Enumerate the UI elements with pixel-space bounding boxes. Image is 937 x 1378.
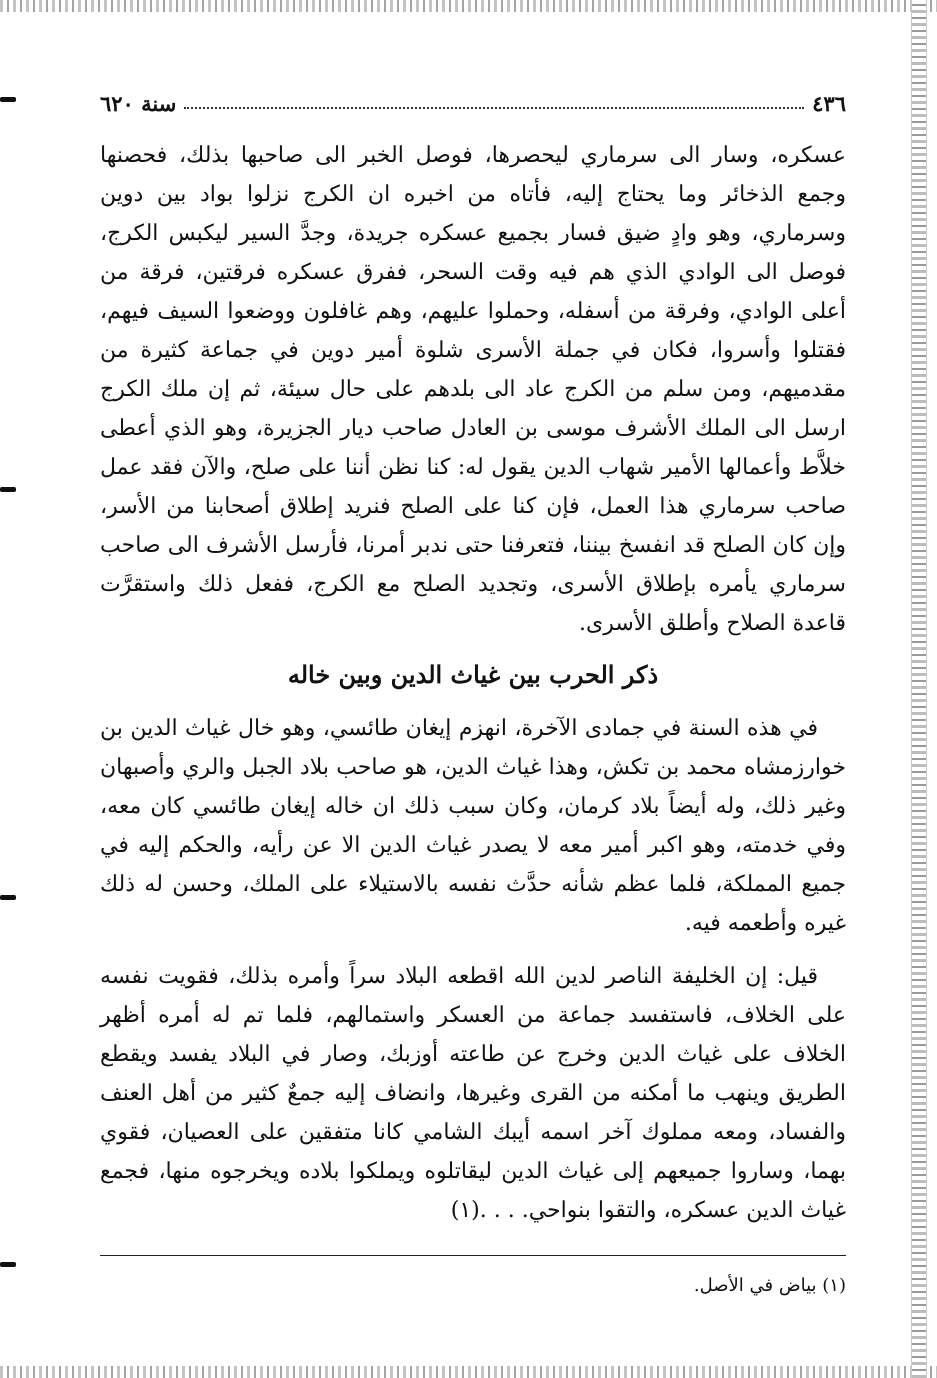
running-header: [100, 86, 846, 116]
page-border-bottom: [0, 1366, 937, 1378]
binding-mark: [0, 895, 16, 900]
header-year: سنة ٦٢٠: [100, 91, 177, 116]
binding-mark: [0, 1262, 16, 1267]
page-border-top: [0, 0, 937, 12]
footnote-rule: [100, 1255, 846, 1256]
binding-mark: [0, 487, 16, 492]
paragraph: قيل: إن الخليفة الناصر لدين الله اقطعه البلاد سراً وأمره بذلك، فقويت نفسه على الخلاف، فاستفسد جماعة من العسكر واستمالهم، فلما تم له أمره أظهر الخلاف على غياث الدين وخرج عن طاعته أوزبك، وصار في البلاد يفسد ويقطع الطريق وينهب ما أمكنه من القرى وغيرها، وانضاف إليه جمعٌ كثير من أهل العنف والفساد، ومعه مملوك آخر اسمه أيبك الشامي كانا متفقين على العصيان، فقوي بهما، وساروا جميعهم إلى غياث الدين ليقاتلوه ويملكوا بلاده ويخرجوه منها، فجمع غياث الدين عسكره، والتقوا بنواحي. . . .(١): [100, 964, 846, 1223]
header-dotted-leader: [184, 106, 804, 109]
paragraph: عسكره، وسار الى سرماري ليحصرها، فوصل الخبر الى صاحبها بذلك، فحصنها وجمع الذخائر وما يحتاج إليه، فأتاه من اخبره ان الكرج نزلوا بواد بين دوين وسرماري، وهو وادٍ ضيق فسار بجميع عسكره جريدة، وجدَّ السير ليكبس الكرج، فوصل الى الوادي الذي هم فيه وقت السحر، ففرق عسكره فرقتين، فرقة من أعلى الوادي، وفرقة من أسفله، وحملوا عليهم، وهم غافلون ووضعوا السيف فيهم، فقتلوا وأسروا، فكان في جملة الأسرى شلوة أمير دوين في جماعة كثيرة من مقدميهم، ومن سلم من الكرج عاد الى بلدهم على حال سيئة، ثم إن ملك الكرج ارسل الى الملك الأشرف موسى بن العادل صاحب ديار الجزيرة، وهو الذي أعطى خلاَّط وأعمالها الأمير شهاب الدين يقول له: كنا نظن أننا على صلح، والآن فقد عمل صاحب سرماري هذا العمل، فإن كنا على الصلح فنريد إطلاق أصحابنا من الأسر، وإن كان الصلح قد انفسخ بيننا، فتعرفنا حتى ندبر أمرنا، فأرسل الأشرف الى صاحب سرماري يأمره بإطلاق الأسرى، وتجديد الصلح مع الكرج، ففعل ذلك واستقرَّت قاعدة الصلاح وأطلق الأسرى.: [100, 143, 847, 636]
footnote: (١) بياض في الأصل.: [693, 1275, 846, 1296]
page-border-right: [911, 0, 927, 1378]
paragraph-gap: [100, 943, 846, 957]
section-heading: ذكر الحرب بين غياث الدين وبين خاله: [287, 660, 659, 689]
paragraph: في هذه السنة في جمادى الآخرة، انهزم إيغان طائسي، وهو خال غياث الدين بن خوارزمشاه محمد بن تكش، وهذا غياث الدين، هو صاحب بلاد الجبل والري وأصبهان وغير ذلك، وله أيضاً بلاد كرمان، وكان سبب ذلك ان خاله إيغان طائسي كان معه، وفي خدمته، وهو اكبر أمير معه لا يصدر غياث الدين الا عن رأيه، والحكم إليه في جميع المملكة، فلما عظم شأنه حدَّث نفسه بالاستيلاء على الملك، وحسن له ذلك غيره وأطعمه فيه.: [100, 716, 846, 936]
page-body: [100, 136, 846, 1230]
binding-mark: [0, 97, 16, 102]
page-number: ٤٣٦: [812, 91, 846, 116]
